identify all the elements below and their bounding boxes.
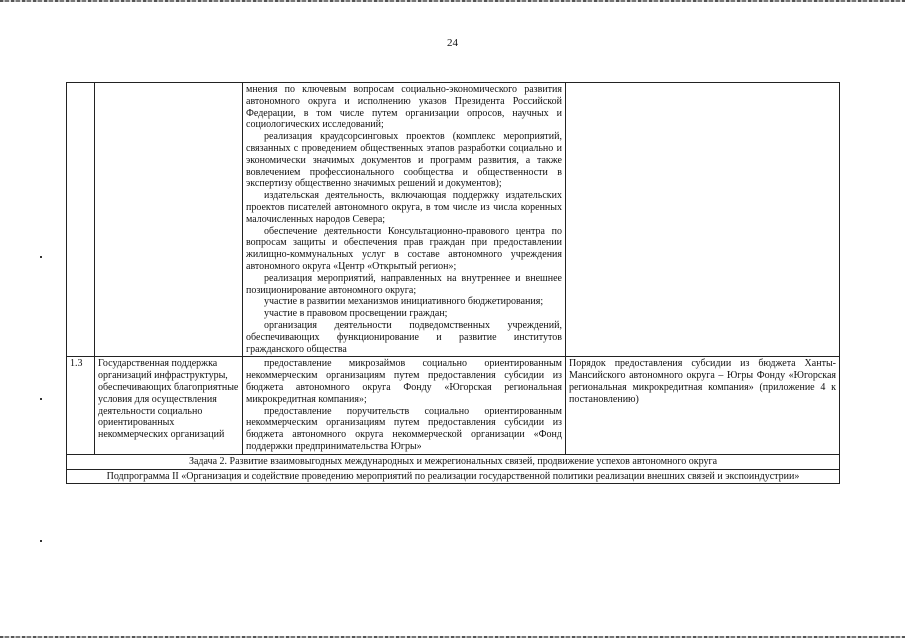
subprogram-heading: Подпрограмма II «Организация и содействие проведению мероприятий по реализации государственной политики реализации внешних связей и экспоиндустрии»: [67, 469, 840, 484]
task-heading: Задача 2. Развитие взаимовыгодных международных и межрегиональных связей, продвижение успехов автономного округа: [67, 454, 840, 469]
cell-regulation-empty: [566, 83, 840, 357]
cell-number-empty: [67, 83, 95, 357]
measure-paragraph: обеспечение деятельности Консультационно-правового центра по вопросам защиты и обеспечения прав граждан при предоставлении жилищно-коммунальных услуг в составе автономного учреждения автономного округа «Центр «Открытый регион»;: [246, 225, 562, 272]
measure-paragraph: участие в правовом просвещении граждан;: [264, 308, 448, 320]
measure-paragraph: предоставление поручительств социально ориентированным некоммерческим организациям путем предоставления субсидии из бюджета автономного округа некоммерческой организации «Фонд поддержки предпринимательства Югры»: [246, 405, 562, 452]
cell-number: 1.3: [67, 357, 95, 454]
measure-paragraph: участие в развитии механизмов инициативного бюджетирования;: [264, 296, 544, 308]
scan-speck: [40, 398, 42, 400]
measure-paragraph: мнения по ключевым вопросам социально-экономического развития автономного округа и исполнению указов Президента Российской Федерации, в том числе путем организации опросов, научных и социологических исследований;: [246, 84, 562, 131]
cell-measures: [243, 357, 566, 454]
page-number: 24: [447, 37, 458, 49]
measure-paragraph: издательская деятельность, включающая поддержку издательских проектов писателей автономного округа, в том числе из числа коренных малочисленных народов Севера;: [246, 190, 562, 225]
measure-paragraph: предоставление микрозаймов социально ориентированным некоммерческим организациям путем предоставления субсидии из бюджета автономного округа Фонду «Югорская региональная микрокредитная компания»;: [246, 358, 562, 405]
measure-paragraph: реализация краудсорсинговых проектов (комплекс мероприятий, связанных с проведением общественных этапов разработки социально и экономически значимых документов и программ развития, а также вовлечением профессионального сообщества и общественности в экспертизу общественно значимых решений и документов);: [246, 131, 562, 190]
table-row-1-3: [67, 357, 840, 454]
cell-measures: [243, 83, 566, 357]
scan-edge-top: [0, 0, 905, 2]
subprogram-row: [67, 469, 840, 484]
task-row: [67, 454, 840, 469]
scan-speck: [40, 540, 42, 542]
scan-edge-bottom: [0, 636, 905, 638]
scan-speck: [40, 256, 42, 258]
measure-paragraph: реализация мероприятий, направленных на внутреннее и внешнее позиционирование автономного округа;: [246, 272, 562, 296]
table-row-continued: [67, 83, 840, 357]
cell-name: Государственная поддержка организаций инфраструктуры, обеспечивающих благоприятные условия для осуществления деятельности социально ориентированных некоммерческих организаций: [95, 357, 243, 454]
measure-paragraph: организация деятельности подведомственных учреждений, обеспечивающих функционирование и развитие институтов гражданского общества: [246, 319, 562, 355]
measures-table: [66, 82, 840, 484]
cell-name-empty: [95, 83, 243, 357]
cell-regulation: Порядок предоставления субсидии из бюджета Ханты-Мансийского автономного округа – Югры Фонду «Югорская региональная микрокредитная компания» (приложение 4 к постановлению): [566, 357, 840, 454]
